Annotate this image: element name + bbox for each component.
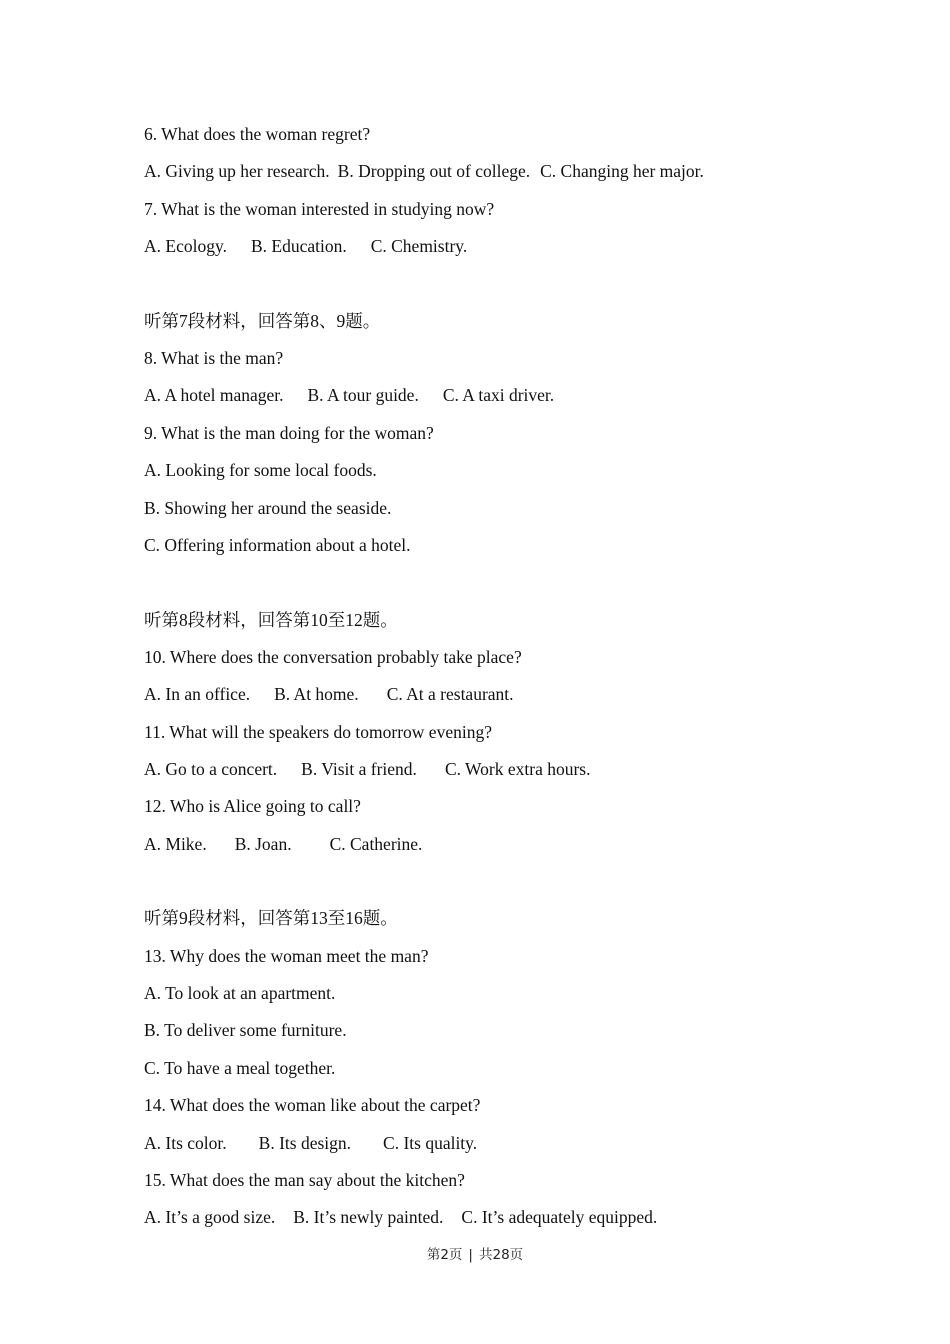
option-a: A. A hotel manager. [144,385,284,405]
option-b: B. A tour guide. [307,385,419,405]
option-c: C. At a restaurant. [386,684,514,704]
section-7-header: 听第7段材料，回答第8、9题。 [144,311,381,331]
option-b: B. Joan. [234,834,292,854]
question-8: 8. What is the man? [144,348,284,368]
question-15: 15. What does the man say about the kitchen? [144,1170,465,1190]
option-c: C. A taxi driver. [442,385,555,405]
question-6-options [144,160,704,182]
question-7: 7. What is the woman interested in studying now? [144,199,495,219]
question-7-options [144,235,467,257]
question-13: 13. Why does the woman meet the man? [144,946,429,966]
option-c: C. It’s adequately equipped. [461,1207,658,1227]
question-15-options [144,1206,657,1228]
option-a: A. In an office. [144,684,251,704]
question-12-options [144,833,422,855]
question-13-option-a: A. To look at an apartment. [144,983,336,1003]
option-c: C. Chemistry. [370,236,468,256]
question-11-options [144,758,590,780]
footer-separator: | [468,1247,473,1263]
section-9-header: 听第9段材料，回答第13至16题。 [144,908,398,928]
page-total: 共28页 [478,1247,524,1263]
page-footer [0,1243,950,1263]
page-number: 第2页 [426,1247,463,1263]
question-9-option-c: C. Offering information about a hotel. [144,535,411,555]
option-c: C. Its quality. [383,1133,478,1153]
question-9-option-a: A. Looking for some local foods. [144,460,377,480]
question-11: 11. What will the speakers do tomorrow evening? [144,722,492,742]
question-10: 10. Where does the conversation probably take place? [144,647,522,667]
question-13-option-b: B. To deliver some furniture. [144,1020,347,1040]
question-6: 6. What does the woman regret? [144,124,371,144]
question-8-options [144,384,554,406]
option-b: B. Its design. [258,1133,352,1153]
option-a: A. Mike. [144,834,207,854]
option-a: A. Giving up her research. [144,161,330,181]
option-a: A. It’s a good size. [144,1207,276,1227]
option-a: A. Its color. [144,1133,227,1153]
option-b: B. It’s newly painted. [293,1207,444,1227]
section-8-header: 听第8段材料，回答第10至12题。 [144,610,398,630]
question-13-option-c: C. To have a meal together. [144,1058,336,1078]
option-b: B. Visit a friend. [301,759,417,779]
question-14-options [144,1132,477,1154]
question-9: 9. What is the man doing for the woman? [144,423,434,443]
option-c: C. Work extra hours. [444,759,591,779]
question-9-option-b: B. Showing her around the seaside. [144,498,392,518]
question-10-options [144,683,514,705]
question-14: 14. What does the woman like about the carpet? [144,1095,481,1115]
option-c: C. Catherine. [329,834,423,854]
option-a: A. Ecology. [144,236,227,256]
option-b: B. Education. [250,236,347,256]
option-b: B. At home. [274,684,359,704]
option-b: B. Dropping out of college. [337,161,531,181]
question-12: 12. Who is Alice going to call? [144,796,361,816]
option-a: A. Go to a concert. [144,759,278,779]
option-c: C. Changing her major. [540,161,704,181]
